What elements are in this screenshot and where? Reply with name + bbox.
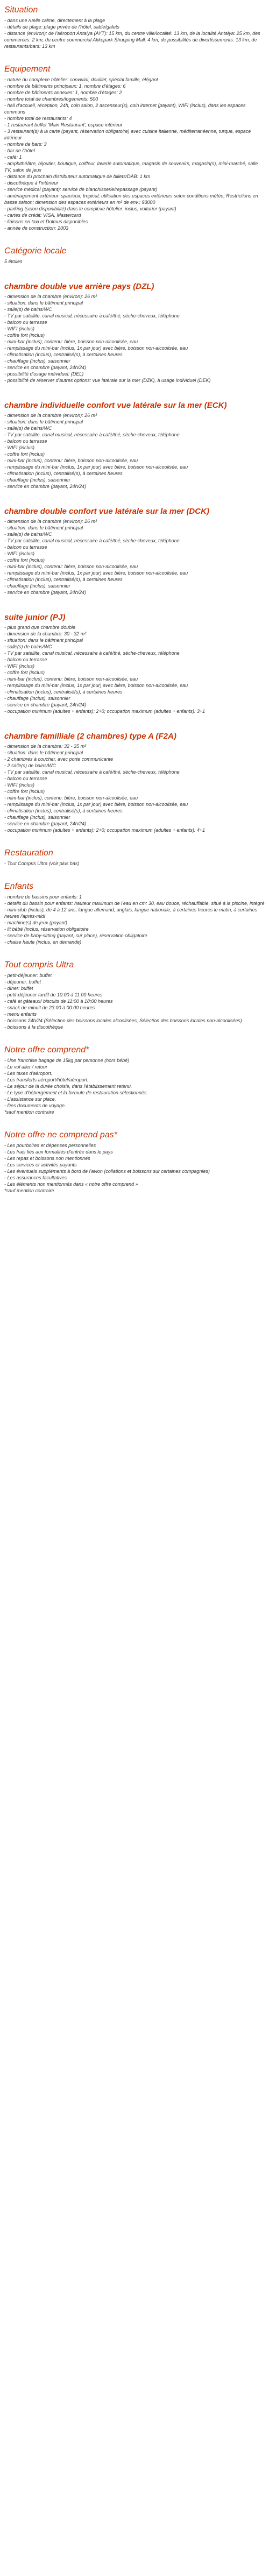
list-item: - nombre total de restaurants: 4 — [4, 116, 72, 121]
list-item: - nature du complexe hôtelier: convivial, douillet, spécial famille, élégant — [4, 77, 158, 82]
list-item: - machine(s) de jeux (payant) — [4, 920, 68, 925]
list-item: - petit-déjeuner tardif de 10:00 à 11:00 heures — [4, 992, 103, 997]
list-item: - dimension de la chambre (environ): 26 m² — [4, 413, 97, 418]
list-item: - possibilité de réserver d'autres options: vue latérale sur la mer (DZK), à usage individuel (DEK) — [4, 378, 211, 383]
list-item: - nombre de bâtiments principaux: 1, nombre d'étages: 6 — [4, 83, 126, 89]
list-item: - amphithéâtre, bijoutier, boutique, coiffeur, laverie automatique, magasin de souvenirs, magasin(s), mini-marché, salle TV, salon de jeux — [4, 161, 258, 173]
list-item: - coffre fort (inclus) — [4, 332, 45, 338]
list-item: - café et gâteaux/ biscuits de 11:00 à 18:00 heures — [4, 999, 113, 1004]
list-item: - 3 restaurant(s) à la carte (payant, réservation obligatoire) avec cuisine italienne, méditerranéenne, turque, espace intérieur — [4, 129, 251, 140]
list-item: - mini-bar (inclus), contenu: bière, boisson non-alcoolisée, eau — [4, 676, 138, 682]
list-item: - remplissage du mini-bar (inclus, 1x par jour) avec bière, boisson non-alcoolisée, eau — [4, 683, 188, 688]
chambre-dzl-section — [4, 282, 265, 384]
restauration-heading: Restauration — [4, 848, 53, 858]
list-item: - café: 1 — [4, 154, 22, 160]
offre-heading: Notre offre comprend* — [4, 1045, 89, 1055]
list-item: - Les repas et boissons non mentionnés — [4, 1156, 90, 1161]
list-item: - cartes de crédit: VISA, Mastercard — [4, 213, 81, 218]
list-item: - plus grand que chambre double — [4, 625, 76, 630]
list-item: - parking (selon disponibilité) dans le complexe hôtelier: inclus, voiturier (payant) — [4, 206, 176, 211]
chambre-heading: chambre familliale (2 chambres) type A (F2A) — [4, 732, 176, 741]
list-item: - chauffage (inclus), saisonnier — [4, 477, 70, 483]
list-item: - salle(s) de bains/WC — [4, 644, 52, 649]
list-item: - nombre de bâtiments annexes: 1, nombre d'étages: 2 — [4, 90, 122, 95]
restauration-section — [4, 848, 265, 867]
list-item: - situation: dans le bâtiment principal — [4, 300, 83, 306]
chambre-dck-section — [4, 507, 265, 596]
list-item: - WIFI (inclus) — [4, 326, 34, 331]
equipement-heading: Equipement — [4, 65, 51, 74]
list-item: - WIFI (inclus) — [4, 551, 34, 556]
list-item: - balcon ou terrasse — [4, 657, 47, 662]
list-item: - chauffage (inclus), saisonnier — [4, 815, 70, 820]
list-item: - balcon ou terrasse — [4, 438, 47, 444]
list-item: - dimension de la chambre (environ): 26 m² — [4, 294, 97, 299]
list-item: - balcon ou terrasse — [4, 320, 47, 325]
list-item: - service en chambre (payant, 24h/24) — [4, 484, 87, 489]
equipement-section — [4, 65, 265, 231]
list-item: - Des documents de voyage. — [4, 1103, 66, 1108]
non-offre-heading: Notre offre ne comprend pas* — [4, 1130, 117, 1140]
list-item: - Le vol aller / retour — [4, 1064, 48, 1070]
list-item: - service en chambre (payant, 24h/24) — [4, 365, 87, 370]
list-item: - Tout Compris Ultra (voir plus bas) — [4, 861, 80, 866]
list-item: - remplissage du mini-bar (inclus, 1x par jour) avec bière, boisson non-alcoolisée, eau — [4, 802, 188, 807]
list-item: - Les pourboires et dépenses personnelles — [4, 1143, 96, 1148]
list-item: - WIFI (inclus) — [4, 782, 34, 788]
chambre-list — [4, 743, 265, 833]
equipement-list — [4, 76, 265, 231]
list-item: - Le séjour de la durée choisie, dans l'établissement retenu. — [4, 1084, 132, 1089]
list-item: - mini-bar (inclus), contenu: bière, boisson non-alcoolisée, eau — [4, 564, 138, 569]
situation-line: - dans une ruelle calme, directement à la plage — [4, 18, 105, 23]
list-item: - Le type d'hébergement et la formule de restauration sélectionnés. — [4, 1090, 148, 1095]
list-item: - remplissage du mini-bar (inclus, 1x par jour) avec bière, boisson non-alcoolisée, eau — [4, 570, 188, 576]
situation-heading: Situation — [4, 5, 38, 15]
enfants-list — [4, 894, 265, 945]
list-item: - TV par satellite, canal musical, nécessaire à café/thé, sèche-cheveux, téléphone — [4, 313, 180, 319]
list-item: *sauf mention contraire — [4, 1188, 54, 1193]
ultra-section — [4, 960, 265, 1030]
ultra-list — [4, 972, 265, 1030]
list-item: - année de construction: 2003 — [4, 225, 69, 231]
chambre-heading: suite junior (PJ) — [4, 613, 66, 622]
list-item: - chauffage (inclus), saisonnier — [4, 358, 70, 364]
list-item: - boissons à la discothèque — [4, 1024, 63, 1030]
list-item: - mini-bar (inclus), contenu: bière, boisson non-alcoolisée, eau — [4, 339, 138, 344]
list-item: - dimension de la chambre: 32 - 35 m² — [4, 744, 87, 749]
list-item: - remplissage du mini-bar (inclus, 1x par jour) avec bière, boisson non-alcoolisée, eau — [4, 345, 188, 351]
list-item: - TV par satellite, canal musical, nécessaire à café/thé, sèche-cheveux, téléphone — [4, 538, 180, 543]
list-item: - service en chambre (payant, 24h/24) — [4, 821, 87, 826]
list-item: - Une franchise bagage de 15kg par personne (hors bébé) — [4, 1058, 130, 1063]
situation-line: - détails de plage: plage privée de l'hôtel, sable/galets — [4, 24, 119, 30]
categorie-heading: Catégorie locale — [4, 246, 67, 256]
list-item: - remplissage du mini-bar (inclus, 1x par jour) avec bière, boisson non-alcoolisée, eau — [4, 464, 188, 470]
list-item: - service en chambre (payant, 24h/24) — [4, 590, 87, 595]
list-item: - nombre de bars: 3 — [4, 141, 47, 147]
list-item: - lit bébé (inclus, réservation obligatoire — [4, 926, 89, 932]
list-item: - climatisation (inclus), centralisé(s), à certaines heures — [4, 808, 123, 813]
ultra-heading: Tout compris Ultra — [4, 960, 74, 969]
list-item: - aménagement extérieur: spacieux, tropical; utilisation des espaces extérieurs selon conditions météo; Restrictions en basse saison; dimension des espaces extérieurs en m² de env.: 93000 — [4, 193, 258, 205]
list-item: - climatisation (inclus), centralisé(s), à certaines heures — [4, 352, 123, 357]
list-item: - détails du bassin pour enfants: hauteur maximum de l'eau en cm: 30, eau douce, réchauffable, situé à la piscine, intégré — [4, 901, 265, 906]
list-item: - coffre fort (inclus) — [4, 557, 45, 563]
chambre-eck-section — [4, 401, 265, 490]
chambre-heading: chambre individuelle confort vue latérale sur la mer (ECK) — [4, 401, 227, 410]
list-item: - situation: dans le bâtiment principal — [4, 419, 83, 424]
list-item: - service médical (payant): service de blanchisserie/repassage (payant) — [4, 187, 158, 192]
list-item: - boissons 24h/24 (Sélection des boissons locales alcoolisées, Sélection des boissons locales non-alcoolisées) — [4, 1018, 242, 1023]
offre-section — [4, 1045, 265, 1115]
list-item: - Les transferts aéroport/hôtel/aéroport. — [4, 1077, 89, 1082]
list-item: - snack de minuit de 23:00 à 00:00 heures — [4, 1005, 95, 1010]
chambre-list — [4, 518, 265, 596]
list-item: - WIFI (inclus) — [4, 663, 34, 669]
list-item: - coffre fort (inclus) — [4, 670, 45, 675]
list-item: - chauffage (inclus), saisonnier — [4, 583, 70, 589]
list-item: - coffre fort (inclus) — [4, 451, 45, 457]
categorie-section — [4, 246, 265, 265]
list-item: - climatisation (inclus), centralisé(s), à certaines heures — [4, 577, 123, 582]
chambre-list — [4, 624, 265, 714]
list-item: - dimension de la chambre: 30 - 32 m² — [4, 631, 87, 636]
non-offre-list — [4, 1142, 265, 1194]
list-item: - 2 salle(s) de bains/WC — [4, 763, 56, 768]
list-item: - salle(s) de bains/WC — [4, 532, 52, 537]
list-item: - Les taxes d'aéroport. — [4, 1071, 53, 1076]
list-item: - situation: dans le bâtiment principal — [4, 638, 83, 643]
list-item: - dimension de la chambre (environ): 26 m² — [4, 519, 97, 524]
list-item: - nombre total de chambres/logements: 500 — [4, 96, 98, 102]
list-item: - Les frais liés aux formalités d'entrée dans le pays — [4, 1149, 113, 1155]
restauration-list — [4, 860, 265, 867]
list-item: - salle(s) de bains/WC — [4, 307, 52, 312]
list-item: - Les éléments non mentionnés dans « notre offre comprend » — [4, 1181, 138, 1187]
list-item: - chaise haute (inclus, en demande) — [4, 939, 82, 945]
list-item: - menu enfants — [4, 1011, 37, 1017]
list-item: - service en chambre (payant, 24h/24) — [4, 702, 87, 707]
chambre-heading: chambre double confort vue latérale sur la mer (DCK) — [4, 507, 209, 516]
list-item: - TV par satellite, canal musical, nécessaire à café/thé, sèche-cheveux, téléphone — [4, 650, 180, 656]
list-item: - nombre de bassins pour enfants: 1 — [4, 894, 82, 900]
list-item: - TV par satellite, canal musical, nécessaire à café/thé, sèche-cheveux, téléphone — [4, 769, 180, 775]
suite-junior-section — [4, 613, 265, 714]
situation-section — [4, 5, 265, 49]
list-item: - liaisons en taxi et Dolmus disponibles — [4, 219, 88, 224]
categorie-value: 5 étoiles — [4, 259, 23, 264]
list-item: - coffre fort (inclus) — [4, 789, 45, 794]
list-item: - petit-déjeuner: buffet — [4, 973, 52, 978]
list-item: - mini-bar (inclus), contenu: bière, boisson non-alcoolisée, eau — [4, 795, 138, 801]
list-item: - TV par satellite, canal musical, nécessaire à café/thé, sèche-cheveux, téléphone — [4, 432, 180, 437]
list-item: - service de baby-sitting (payant, sur place), réservation obligatoire — [4, 933, 147, 938]
list-item: - climatisation (inclus), centralisé(s), à certaines heures — [4, 689, 123, 695]
list-item: - situation: dans le bâtiment principal — [4, 525, 83, 530]
list-item: - dîner: buffet — [4, 986, 33, 991]
list-item: - occupation minimum (adultes + enfants): 2+0; occupation maximum (adultes + enfants): 3+1 — [4, 709, 206, 714]
chambre-familliale-section — [4, 732, 265, 833]
list-item: - mini-club (inclus), de 4 à 12 ans, langue allemand, anglais, langue nationale, à certaines heures le matin, à certaines heures l'après-midi — [4, 907, 258, 919]
list-item: - bar de l'hôtel — [4, 148, 35, 153]
chambre-list — [4, 293, 265, 384]
list-item: - distance du prochain distributeur automatique de billets/DAB: 1 km — [4, 174, 151, 179]
situation-line: - distance (environ): de l'aéroport Antalya (AYT): 15 km, du centre ville/localité: 13 km, de la localité Antalya: 25 km, des commerces: 2 km, du centre commercial Akkopark Shopping Mall: 4 km, de possibilités de divertissements: 13 km, de restaurants/bars: 13 km — [4, 31, 260, 49]
list-item: - balcon ou terrasse — [4, 544, 47, 550]
list-item: - Les éventuels suppléments à bord de l'avion (collations et boissons sur certaines compagnies) — [4, 1169, 210, 1174]
list-item: - occupation minimum (adultes + enfants): 2+0; occupation maximum (adultes + enfants): 4+1 — [4, 827, 206, 833]
list-item: - discothèque à l'intérieur — [4, 180, 59, 186]
list-item: - salle(s) de bains/WC — [4, 426, 52, 431]
list-item: - climatisation (inclus), centralisé(s), à certaines heures — [4, 471, 123, 476]
list-item: - WIFI (inclus) — [4, 445, 34, 450]
offre-list — [4, 1057, 265, 1115]
enfants-section — [4, 882, 265, 945]
list-item: - hall d'accueil, réception, 24h, coin salon, 2 ascenseur(s), coin internet (payant), WIFI (inclus), dans les espaces communs — [4, 103, 246, 115]
chambre-list — [4, 412, 265, 490]
list-item: - 1 restaurant buffet 'Main Restaurant', espace intérieur — [4, 122, 123, 128]
list-item: - balcon ou terrasse — [4, 776, 47, 781]
hotel-description — [0, 0, 269, 1204]
list-item: - L'assistance sur place. — [4, 1096, 56, 1102]
chambre-heading: chambre double vue arrière pays (DZL) — [4, 282, 154, 291]
list-item: - possibilité d'usage individuel: (DEL) — [4, 371, 84, 377]
list-item: - situation: dans le bâtiment principal — [4, 750, 83, 755]
list-item: *sauf mention contraire — [4, 1109, 54, 1115]
list-item: - mini-bar (inclus), contenu: bière, boisson non-alcoolisée, eau — [4, 458, 138, 463]
list-item: - chauffage (inclus), saisonnier — [4, 696, 70, 701]
non-offre-section — [4, 1130, 265, 1194]
list-item: - Les assurances facultatives — [4, 1175, 67, 1180]
list-item: - 2 chambres à coucher, avec porte communicante — [4, 756, 114, 762]
enfants-heading: Enfants — [4, 882, 34, 891]
list-item: - déjeuner: buffet — [4, 979, 41, 985]
list-item: - Les services et activités payants — [4, 1162, 77, 1167]
